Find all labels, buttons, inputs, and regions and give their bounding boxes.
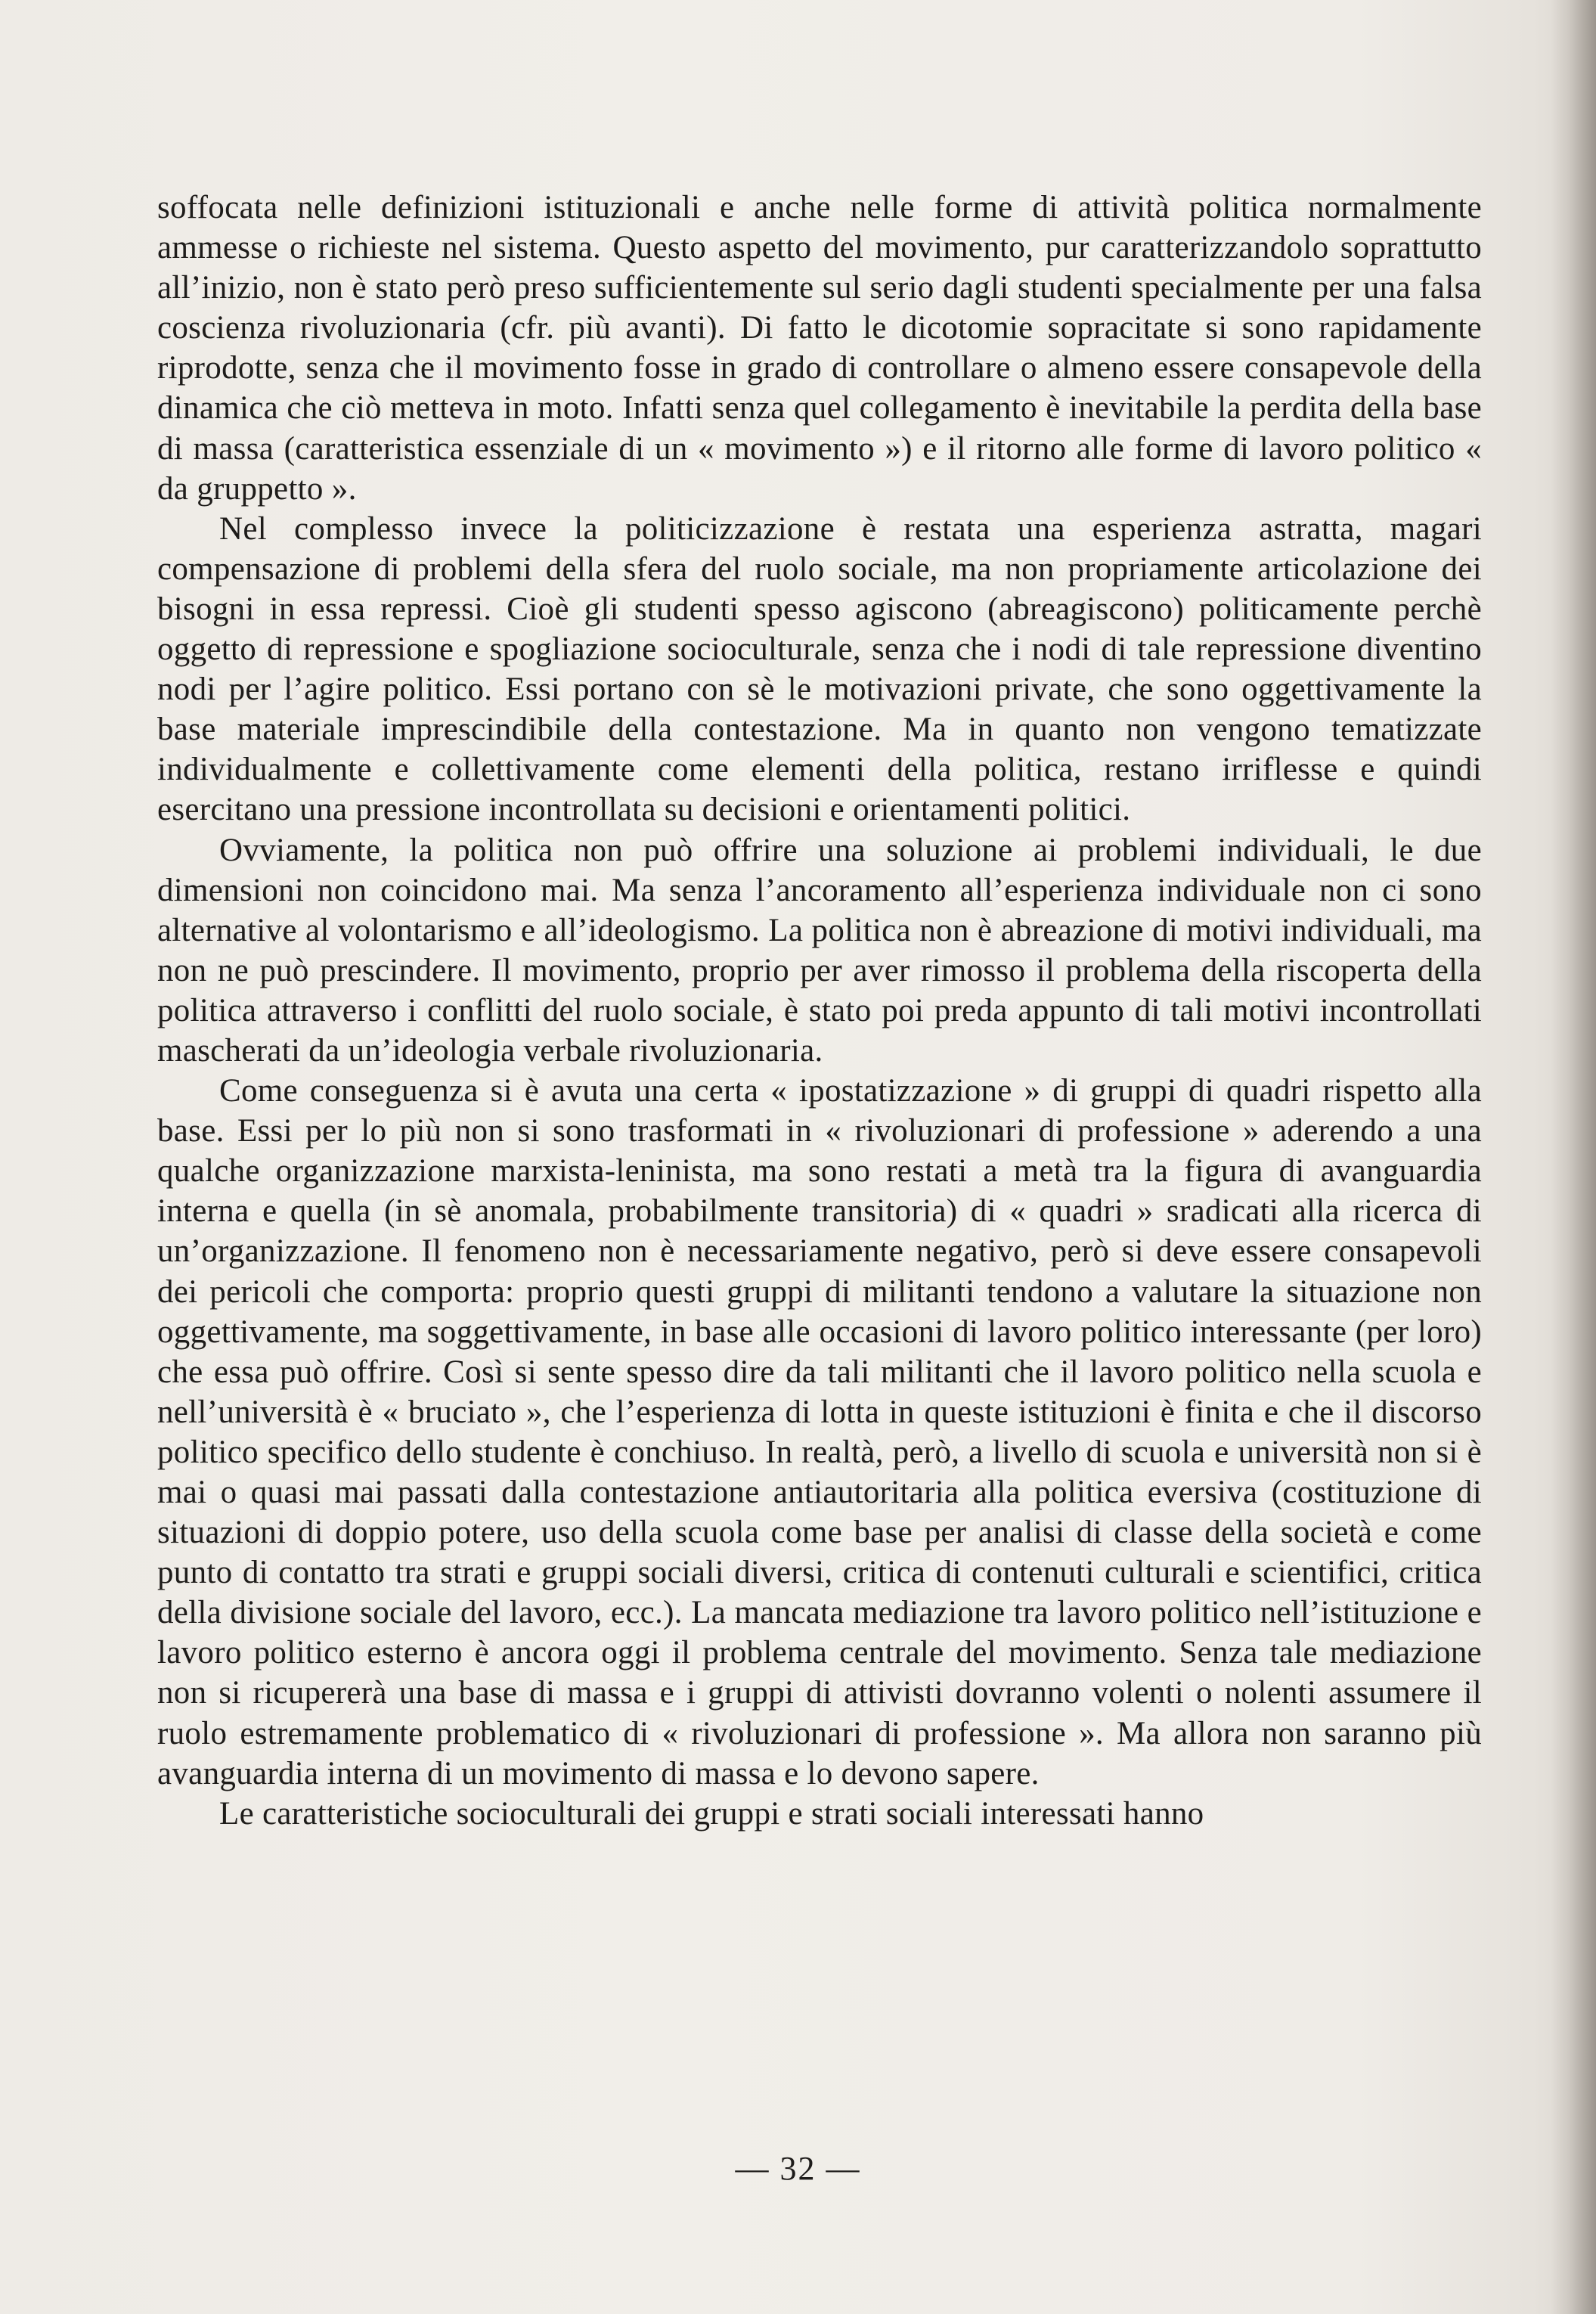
paragraph-2: Nel complesso invece la politicizzazione è restata una esperienza astratta, magari compensazione di problemi della sfera del ruolo sociale, ma non propriamente articolazione dei bisogni in essa repressi. Cioè gli studenti spesso agiscono (abreagiscono) politicamente perchè oggetto di repressione e spogliazione socioculturale, senza che i nodi di tale repressione diventino nodi per l’agire politico. Essi portano con sè le motivazioni private, che sono oggettivamente la base materiale imprescindibile della contestazione. Ma in quanto non vengono tematizzate individualmente e collettivamente come elementi della politica, restano irriflesse e quindi esercitano una pressione incontrollata su decisioni e orientamenti politici. — [157, 510, 1482, 828]
paragraph-4: Come conseguenza si è avuta una certa « ipostatizzazione » di gruppi di quadri rispetto alla base. Essi per lo più non si sono trasformati in « rivoluzionari di professione » aderendo a una qualche organizzazione marxista-leninista, ma sono restati a metà tra la figura di avanguardia interna e quella (in sè anomala, probabilmente transitoria) di « quadri » sradicati alla ricerca di un’organizzazione. Il fenomeno non è necessariamente negativo, però si deve essere consapevoli dei pericoli che comporta: proprio questi gruppi di militanti tendono a valutare la situazione non oggettivamente, ma soggettivamente, in base alle occasioni di lavoro politico interessante (per loro) che essa può offrire. Così si sente spesso dire da tali militanti che il lavoro politico nella scuola e nell’università è « bruciato », che l’esperienza di lotta in queste istituzioni è finita e che il discorso politico specifico dello studente è conchiuso. In realtà, però, a livello di scuola e università non si è mai o quasi mai passati dalla contestazione antiautoritaria alla politica eversiva (costituzione di situazioni di doppio potere, uso della scuola come base per analisi di classe della società e come punto di contatto tra strati e gruppi sociali diversi, critica di contenuti culturali e scientifici, critica della divisione sociale del lavoro, ecc.). La mancata mediazione tra lavoro politico nell’istituzione e lavoro politico esterno è ancora oggi il problema centrale del movimento. Senza tale mediazione non si ricupererà una base di massa e i gruppi di attivisti dovranno volenti o nolenti assumere il ruolo estremamente problematico di « rivoluzionari di professione ». Ma allora non saranno più avanguardia interna di un movimento di massa e lo devono sapere. — [157, 1073, 1482, 1791]
page-number: — 32 — — [735, 2150, 861, 2187]
body-text — [157, 188, 1482, 1834]
page-edge-shadow — [1551, 0, 1596, 2314]
paragraph-5: Le caratteristiche socioculturali dei gruppi e strati sociali interessati hanno — [219, 1795, 1204, 1832]
paragraph-1: soffocata nelle definizioni istituzionali e anche nelle forme di attività politica normalmente ammesse o richieste nel sistema. Questo aspetto del movimento, pur caratterizzandolo soprattutto all’inizio, non è stato però preso sufficientemente sul serio dagli studenti specialmente per una falsa coscienza rivoluzionaria (cfr. più avanti). Di fatto le dicotomie sopracitate si sono rapidamente riprodotte, senza che il movimento fosse in grado di controllare o almeno essere consapevole della dinamica che ciò metteva in moto. Infatti senza quel collegamento è inevitabile la perdita della base di massa (caratteristica essenziale di un « movimento ») e il ritorno alle forme di lavoro politico « da gruppetto ». — [157, 190, 1482, 507]
paragraph-3: Ovviamente, la politica non può offrire una soluzione ai problemi individuali, le due dimensioni non coincidono mai. Ma senza l’ancoramento all’esperienza individuale non ci sono alternative al volontarismo e all’ideologismo. La politica non è abreazione di motivi individuali, ma non ne può prescindere. Il movimento, proprio per aver rimosso il problema della riscoperta della politica attraverso i conflitti del ruolo sociale, è stato poi preda appunto di tali motivi incontrollati mascherati da un’ideologia verbale rivoluzionaria. — [157, 832, 1482, 1069]
